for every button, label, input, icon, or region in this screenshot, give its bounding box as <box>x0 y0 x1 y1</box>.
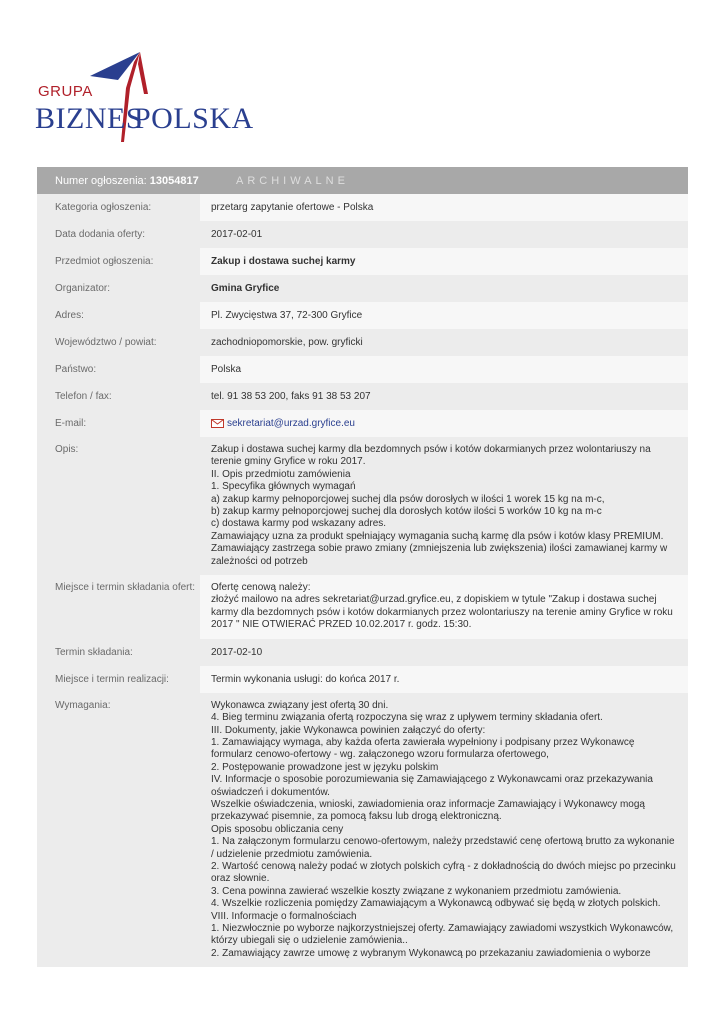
row-label: Przedmiot ogłoszenia: <box>37 248 200 275</box>
text-line: Wszelkie oświadczenia, wnioski, zawiadomienia oraz informacje Zamawiający i Wykonawcy mogą przekazywać pisemnie, za pomocą faksu lub drogą elektroniczną. <box>211 798 645 823</box>
text-line: Zakup i dostawa suchej karmy dla bezdomnych psów i kotów dokarmianych przez wolontariuszy na terenie gminy Gryfice w roku 2017. <box>211 444 651 468</box>
row-value: 2017-02-01 <box>200 221 688 248</box>
row-value <box>200 693 688 968</box>
row-value: 2017-02-10 <box>200 639 688 666</box>
row-email <box>37 410 688 437</box>
logo-polska: POLSKA <box>134 102 254 135</box>
row-address <box>37 302 688 329</box>
row-label: Kategoria ogłoszenia: <box>37 194 200 221</box>
text-line: 1. Na załączonym formularzu cenowo-ofertowym, należy przedstawić cenę ofertową brutto za wykonanie / udzielenie przedmiotu zamówienia. <box>211 836 675 860</box>
row-label: E-mail: <box>37 410 200 437</box>
text-line: c) dostawa karmy pod wskazany adres. <box>211 518 387 530</box>
listing-header <box>37 167 688 194</box>
text-line: IV. Informacje o sposobie porozumiewania się Zamawiającego z Wykonawcami oraz przekazywania oświadczeń i dokumentów. <box>211 774 653 798</box>
row-value: Gmina Gryfice <box>200 275 688 302</box>
row-value <box>200 410 688 437</box>
row-value: tel. 91 38 53 200, faks 91 38 53 207 <box>200 383 688 410</box>
text-line: Ofertę cenową należy: <box>211 582 311 594</box>
text-line: Zamawiający uzna za produkt spełniający wymagania suchą karmę dla psów i kotów klasy PREMIUM. <box>211 530 664 542</box>
row-value <box>200 575 688 639</box>
logo-biznes: BIZNES <box>35 102 143 135</box>
text-line: II. Opis przedmiotu zamówienia <box>211 468 351 480</box>
text-line: 1. Specyfika głównych wymagań <box>211 481 356 493</box>
row-value: zachodniopomorskie, pow. gryficki <box>200 329 688 356</box>
row-label: Termin składania: <box>37 639 200 666</box>
text-line: 3. Cena powinna zawierać wszelkie koszty związane z wykonaniem przedmiotu zamówienia. <box>211 885 622 897</box>
row-label: Wymagania: <box>37 693 200 968</box>
text-line: 1. Niezwłocznie po wyborze najkorzystniejszej oferty. Zamawiający zawiadomi wszystkich Wykonawców, którzy ubiegali się o udzielenie zamówienia.. <box>211 923 674 947</box>
row-realization <box>37 666 688 693</box>
text-line: Zamawiający zastrzega sobie prawo zmiany (zmniejszenia lub zwiększenia) ilości zamawianej karmy w zależności od potrzeb <box>211 543 668 567</box>
text-line: b) zakup karmy pełnoporcjowej suchej dla dorosłych kotów ilości 5 worków 10 kg na m-c <box>211 506 602 518</box>
row-description <box>37 437 688 575</box>
text-line: 1. Zamawiający wymaga, aby każda oferta zawierała wypełniony i podpisany przez Wykonawcę formularz cenowo-ofertowy - wg. załączonego wzoru formularza ofertowego, <box>211 736 635 761</box>
row-subject <box>37 248 688 275</box>
archive-status: ARCHIWALNE <box>236 175 349 187</box>
text-line: Wykonawca związany jest ofertą 30 dni. <box>211 699 389 711</box>
text-line: III. Dokumenty, jakie Wykonawca powinien załączyć do oferty: <box>211 724 486 736</box>
text-line: 2. Wartość cenową należy podać w złotych polskich cyfrą - z dokładnością do dwóch miejsc po przecinku oraz słownie. <box>211 860 676 885</box>
row-value: Pl. Zwycięstwa 37, 72-300 Gryfice <box>200 302 688 329</box>
row-label: Województwo / powiat: <box>37 329 200 356</box>
row-voivodeship <box>37 329 688 356</box>
row-label: Państwo: <box>37 356 200 383</box>
listing-number: Numer ogłoszenia: 13054817 <box>55 175 199 187</box>
email-link[interactable]: sekretariat@urzad.gryfice.eu <box>227 418 355 429</box>
logo-grupa: GRUPA <box>38 83 93 100</box>
text-line: 2. Zamawiający zawrze umowę z wybranym Wykonawcą po przekazaniu zawiadomienia o wyborze <box>211 947 651 959</box>
row-label: Adres: <box>37 302 200 329</box>
row-label: Telefon / fax: <box>37 383 200 410</box>
row-country <box>37 356 688 383</box>
row-label: Opis: <box>37 437 200 575</box>
row-label: Miejsce i termin składania ofert: <box>37 575 200 639</box>
row-value: przetarg zapytanie ofertowe - Polska <box>200 194 688 221</box>
text-line: złożyć mailowo na adres sekretariat@urzad.gryfice.eu, z dopiskiem w tytule "Zakup i dostawa suchej karmy dla bezdomnych psów i kotów dokarmianych przez wolontariuszy na terenie aminy Gryfice w roku 2017 " NIE OTWIERAĆ PRZED 10.02.2017 r. godz. 15:30. <box>211 594 673 631</box>
text-line: VIII. Informacje o formalnościach <box>211 910 357 922</box>
row-value: Zakup i dostawa suchej karmy <box>200 248 688 275</box>
row-category <box>37 194 688 221</box>
text-line: 4. Wszelkie rozliczenia pomiędzy Zamawiającym a Wykonawcą odbywać się będą w złotych polskich. <box>211 898 661 910</box>
row-label: Miejsce i termin realizacji: <box>37 666 200 693</box>
text-line: 2. Postępowanie prowadzone jest w języku polskim <box>211 761 439 773</box>
envelope-icon <box>211 419 224 428</box>
text-line: 4. Bieg terminu związania ofertą rozpoczyna się wraz z upływem terminy składania ofert. <box>211 712 603 724</box>
row-requirements <box>37 693 688 968</box>
row-value: Termin wykonania usługi: do końca 2017 r. <box>200 666 688 693</box>
logo <box>30 50 254 145</box>
row-deadline <box>37 639 688 666</box>
row-value <box>200 437 688 575</box>
text-line: Opis sposobu obliczania ceny <box>211 823 344 835</box>
row-phone <box>37 383 688 410</box>
row-value: Polska <box>200 356 688 383</box>
row-label: Organizator: <box>37 275 200 302</box>
row-organizer <box>37 275 688 302</box>
row-date-added <box>37 221 688 248</box>
text-line: a) zakup karmy pełnoporcjowej suchej dla psów dorosłych w ilości 1 worek 15 kg na m-c, <box>211 493 605 505</box>
row-label: Data dodania oferty: <box>37 221 200 248</box>
row-submission-place <box>37 575 688 639</box>
listing-sheet <box>37 167 688 967</box>
